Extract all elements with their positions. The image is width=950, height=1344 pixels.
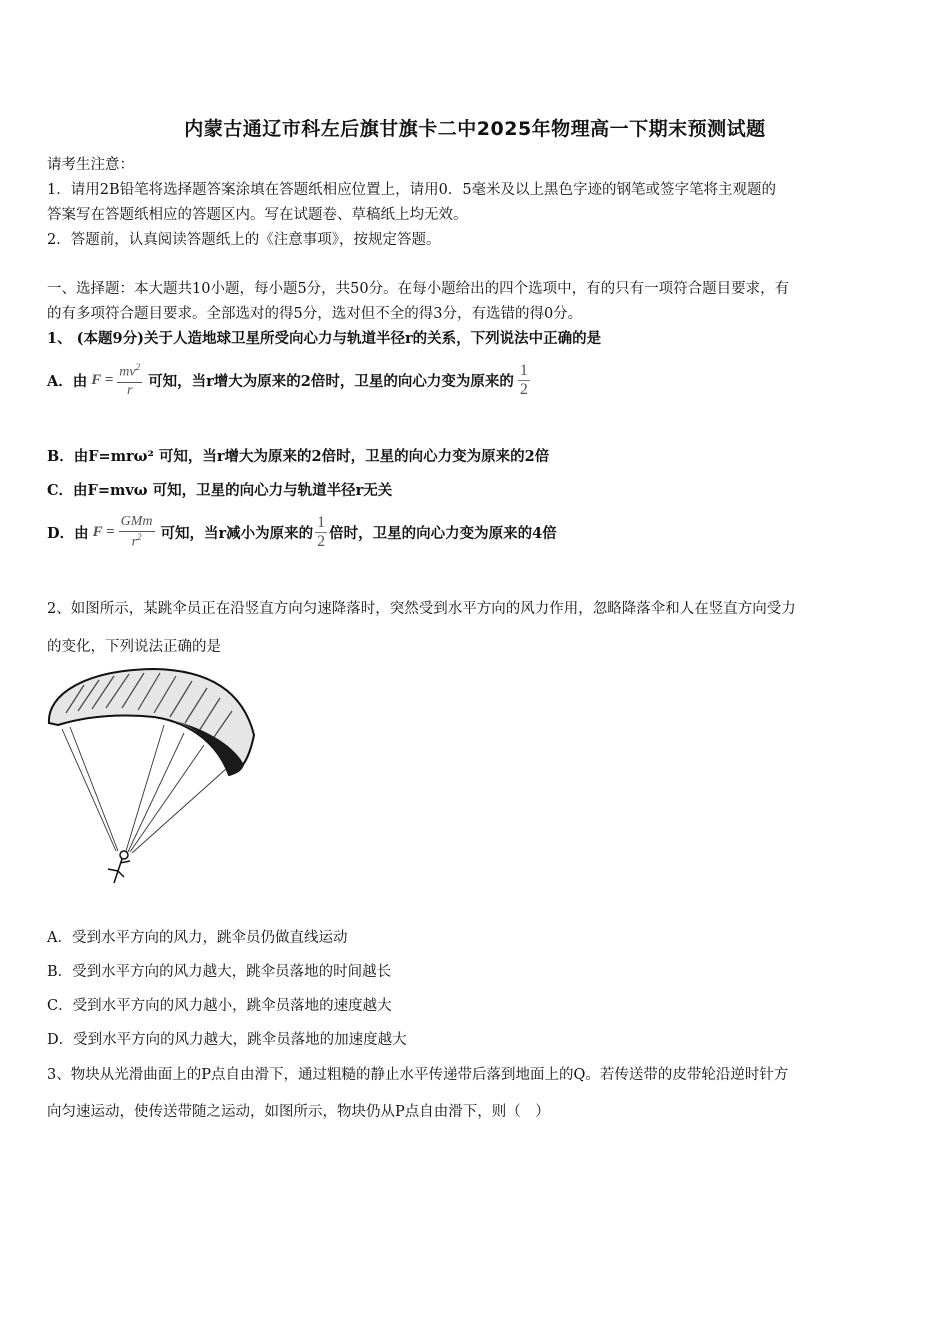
q2-option-c: C．受到水平方向的风力越小，跳伞员落地的速度越大 bbox=[47, 998, 392, 1014]
page-title: 内蒙古通辽市科左后旗甘旗卡二中2025年物理高一下期末预测试题 bbox=[184, 118, 766, 140]
notice-item-1b: 答案写在答题纸相应的答题区内。写在试题卷、草稿纸上均无效。 bbox=[47, 207, 468, 223]
q2-stem-1: 2、如图所示，某跳伞员正在沿竖直方向匀速降落时，突然受到水平方向的风力作用，忽略降落伞和人在竖直方向受力 bbox=[47, 601, 796, 617]
q1-a-exponent: 2 bbox=[135, 362, 141, 373]
q1-a-prefix: A．由 bbox=[47, 373, 88, 391]
q2-option-d: D．受到水平方向的风力越大，跳伞员落地的加速度越大 bbox=[47, 1032, 407, 1048]
notice-item-2: 2．答题前，认真阅读答题纸上的《注意事项》，按规定答题。 bbox=[47, 232, 441, 248]
section1-line2: 的有多项符合题目要求。全部选对的得5分，选对但不全的得3分，有选错的得0分。 bbox=[47, 306, 583, 322]
q1-d-fraction bbox=[119, 514, 155, 551]
q2-option-b: B．受到水平方向的风力越大，跳伞员落地的时间越长 bbox=[47, 964, 392, 980]
paraglider-illustration bbox=[44, 665, 259, 890]
q1-option-b: B．由F=mrω² 可知，当r增大为原来的2倍时，卫星的向心力变为原来的2倍 bbox=[47, 448, 550, 465]
q1-d-half bbox=[315, 514, 327, 552]
notice-heading: 请考生注意： bbox=[47, 157, 134, 173]
q1-d-prefix: D．由 bbox=[47, 525, 89, 543]
q1-a-formula-lhs: F = bbox=[91, 372, 114, 389]
q2-stem-2: 的变化，下列说法正确的是 bbox=[47, 639, 221, 655]
q1-a-denominator: r bbox=[126, 382, 133, 398]
q1-a-numerator: mv bbox=[119, 364, 136, 380]
q3-stem-1: 3、物块从光滑曲面上的P点自由滑下，通过粗糙的静止水平传递带后落到地面上的Q。若传送带的皮带轮沿逆时针方 bbox=[47, 1067, 789, 1083]
q1-d-text2: 倍时，卫星的向心力变为原来的4倍 bbox=[329, 525, 557, 543]
q1-d-denominator: r bbox=[131, 534, 138, 550]
section1-line1: 一、选择题：本大题共10小题，每小题5分，共50分。在每小题给出的四个选项中，有的只有一项符合题目要求，有 bbox=[47, 281, 790, 297]
q1-stem: 1、 (本题9分)关于人造地球卫星所受向心力与轨道半径r的关系，下列说法中正确的是 bbox=[47, 330, 602, 347]
q1-d-half-den: 2 bbox=[317, 533, 326, 551]
q1-a-half-num: 1 bbox=[518, 362, 530, 381]
q3-stem-2: 向匀速运动，使传送带随之运动，如图所示，物块仍从P点自由滑下，则（ ） bbox=[47, 1104, 550, 1120]
q1-d-exponent: 2 bbox=[137, 532, 142, 543]
q1-a-fraction bbox=[117, 362, 142, 399]
notice-item-1a: 1．请用2B铅笔将选择题答案涂填在答题纸相应位置上，请用0．5毫米及以上黑色字迹的钢笔或签字笔将主观题的 bbox=[47, 182, 777, 198]
q1-a-half-den: 2 bbox=[519, 381, 528, 399]
q1-d-formula-lhs: F = bbox=[92, 524, 115, 541]
q1-option-d bbox=[47, 514, 557, 552]
q1-d-numerator: GMm bbox=[119, 514, 155, 532]
q1-option-a bbox=[47, 362, 530, 400]
q2-option-a: A．受到水平方向的风力，跳伞员仍做直线运动 bbox=[47, 930, 348, 946]
q1-option-c: C．由F=mvω 可知，卫星的向心力与轨道半径r无关 bbox=[47, 482, 393, 499]
q1-a-text: 可知，当r增大为原来的2倍时，卫星的向心力变为原来的 bbox=[148, 373, 514, 391]
q1-d-text1: 可知，当r减小为原来的 bbox=[160, 525, 314, 543]
q1-a-half bbox=[518, 362, 530, 400]
q1-d-half-num: 1 bbox=[315, 514, 327, 533]
